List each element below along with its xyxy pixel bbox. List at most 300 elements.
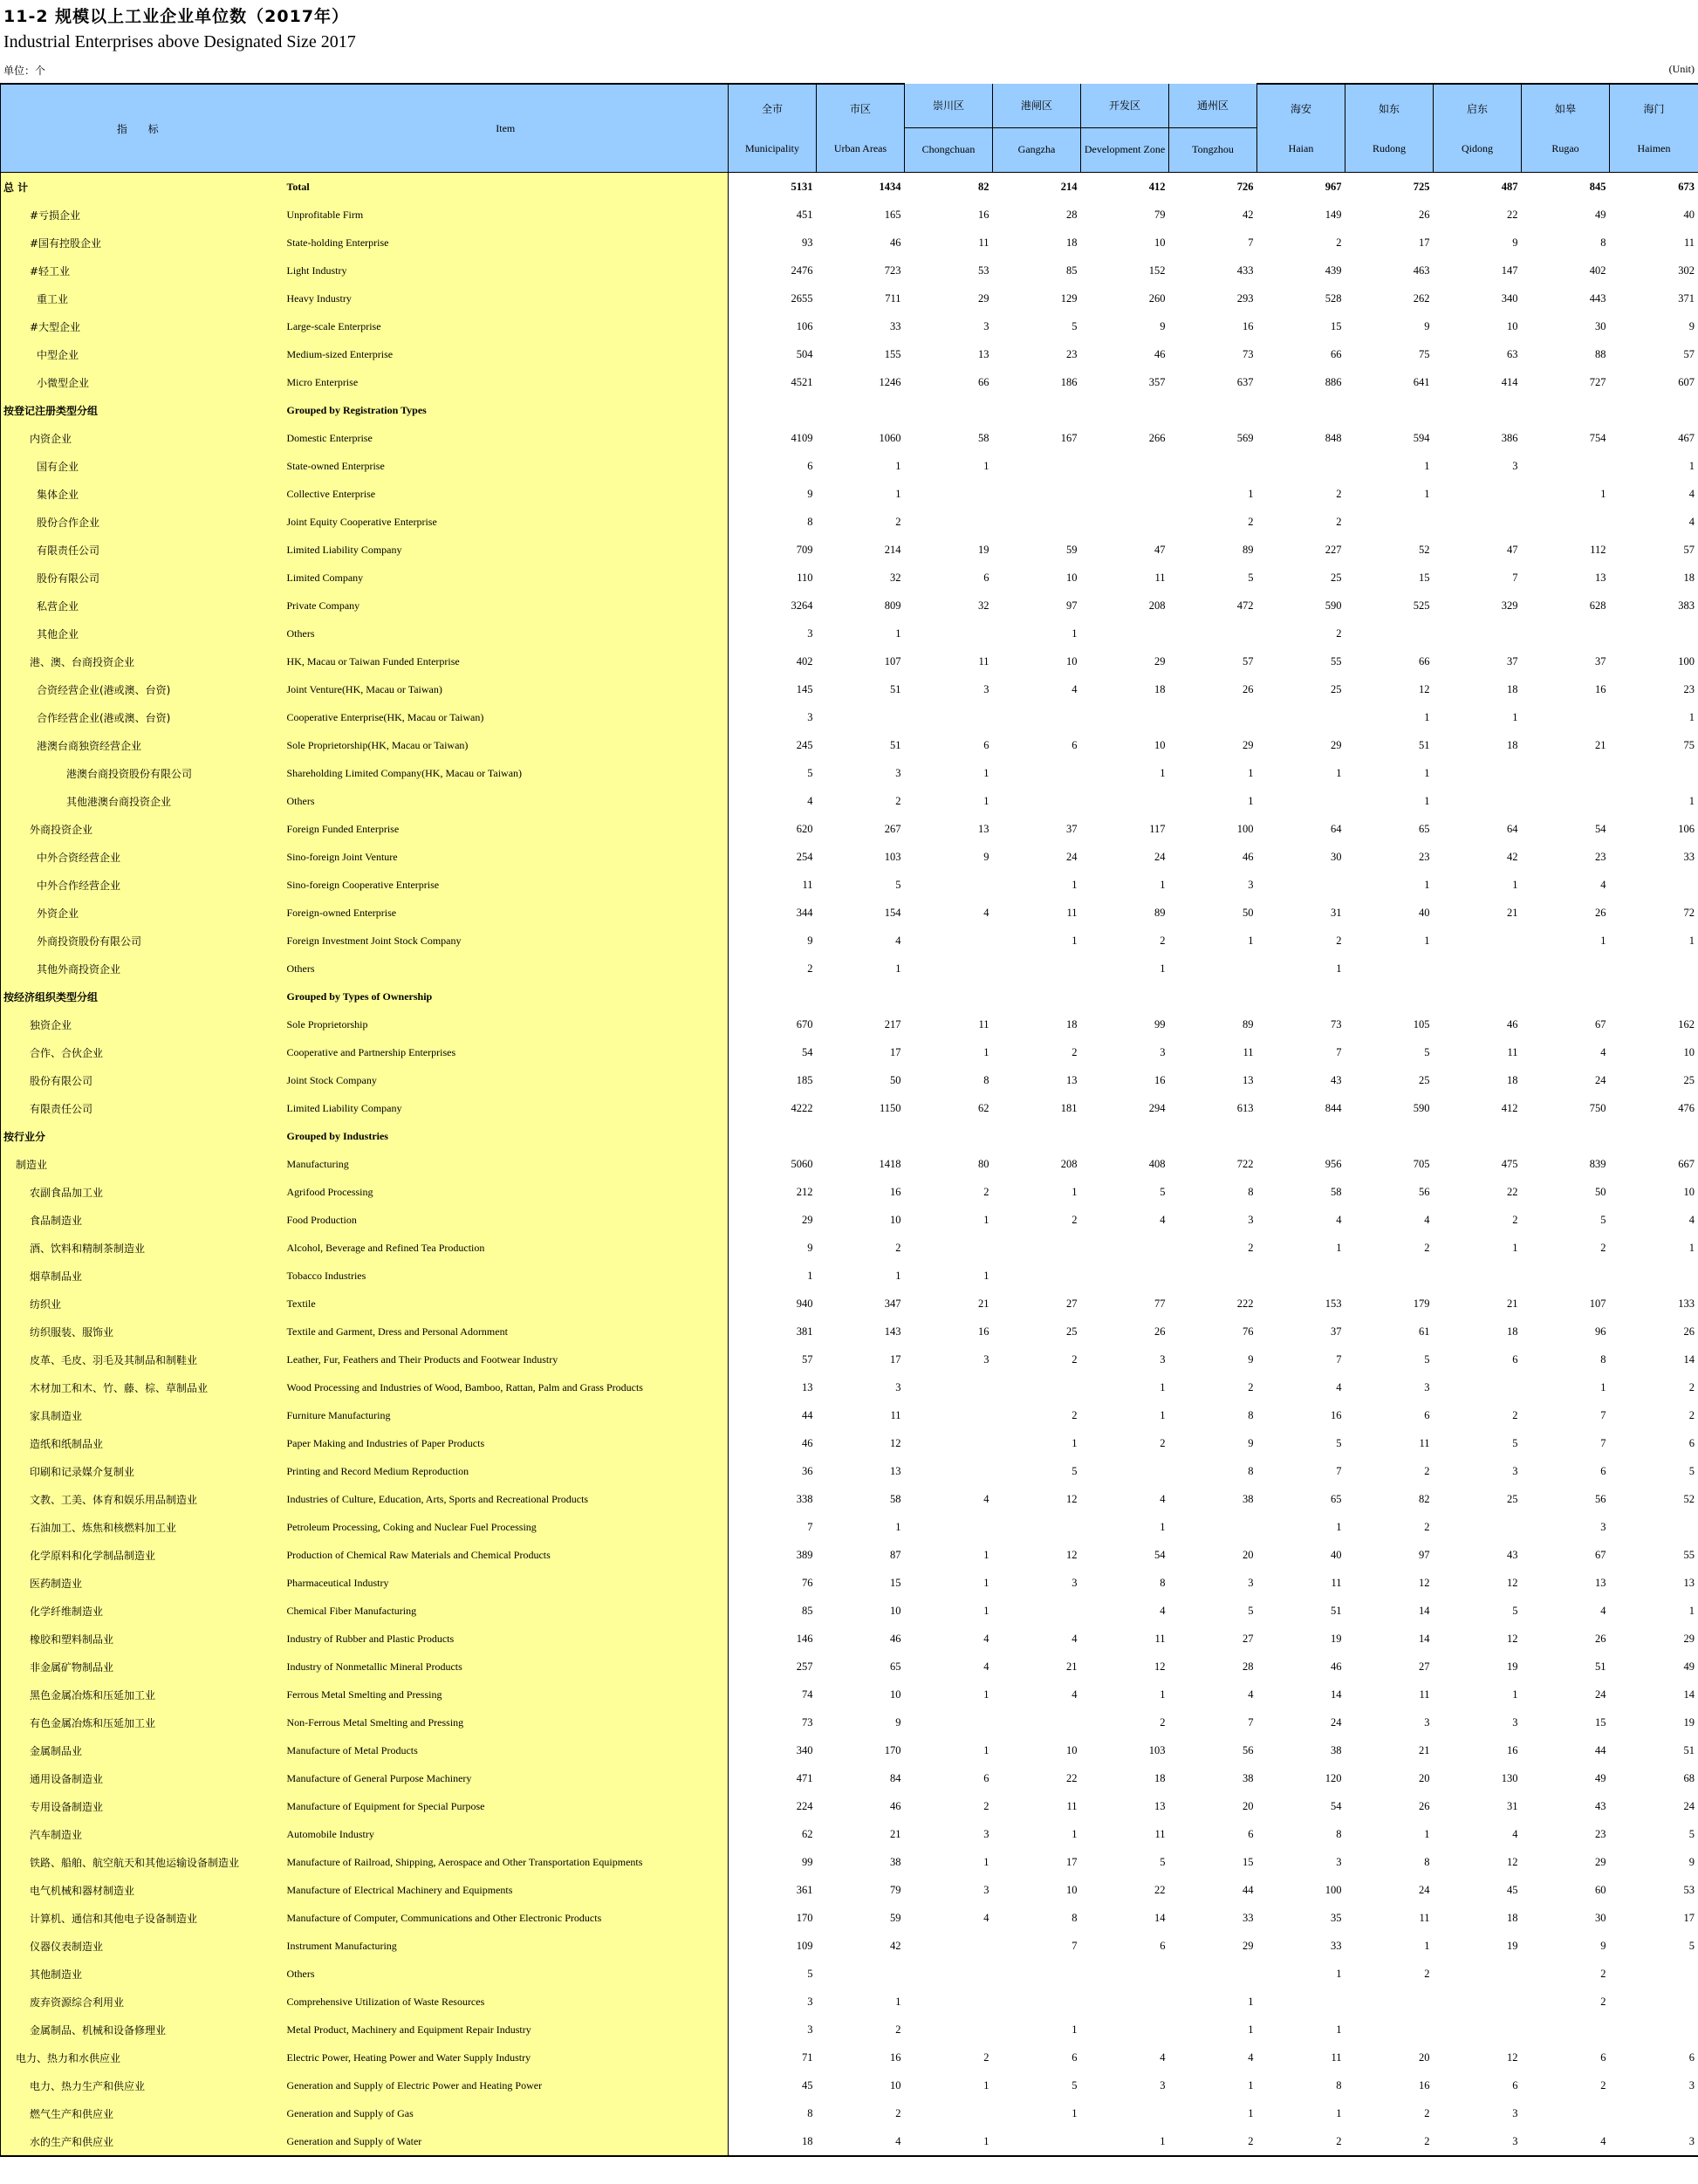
row-value: 1 — [1072, 1436, 1078, 1449]
row-value: 16 — [978, 208, 989, 221]
row-value — [729, 396, 817, 424]
row-value — [1257, 1262, 1345, 1290]
row-value: 1 — [1072, 1185, 1078, 1198]
row-value: 1 — [1160, 1408, 1166, 1421]
row-value: 357 — [1148, 375, 1166, 388]
row-value: 1 — [895, 459, 901, 472]
row-value: 412 — [1501, 1101, 1518, 1114]
row-value: 54 — [1331, 1799, 1342, 1812]
row-indicator-cn: 专用设备制造业 — [1, 1792, 284, 1820]
row-value: 6 — [1600, 1464, 1606, 1477]
row-value: 51 — [890, 682, 901, 695]
row-value: 3 — [895, 766, 901, 779]
row-value — [905, 2099, 993, 2127]
row-value: 11 — [1066, 1799, 1078, 1812]
row-value: 55 — [1331, 654, 1342, 668]
row-value: 11 — [1419, 1436, 1430, 1449]
row-value — [1522, 787, 1610, 815]
row-value — [1345, 1988, 1434, 2016]
row-value: 47 — [1507, 543, 1518, 556]
table-row — [1, 1848, 1698, 1876]
row-value: 25 — [1610, 1066, 1698, 1094]
row-value: 222 — [1236, 1297, 1254, 1310]
row-value: 9 — [1610, 312, 1698, 340]
table-row — [1, 1792, 1698, 1820]
row-value — [1345, 955, 1434, 982]
row-value — [729, 1122, 817, 1150]
row-value: 73 — [1243, 347, 1254, 360]
row-value: 212 — [796, 1185, 813, 1198]
row-item-en: HK, Macau or Taiwan Funded Enterprise — [284, 647, 729, 675]
row-value: 208 — [1148, 599, 1166, 612]
row-value — [1610, 1960, 1698, 1988]
header-municipality: 全市 Municipality — [729, 84, 817, 173]
row-value: 9 — [807, 1241, 813, 1254]
row-indicator-cn: 有限责任公司 — [1, 536, 284, 564]
row-value: 1 — [983, 459, 989, 472]
row-value: 18 — [1066, 236, 1078, 249]
row-value: 11 — [1331, 2050, 1342, 2064]
table-row — [1, 1541, 1698, 1569]
row-value: 79 — [1154, 208, 1166, 221]
row-value: 1 — [1336, 766, 1342, 779]
row-value: 1 — [1336, 962, 1342, 975]
row-value: 569 — [1236, 431, 1254, 444]
row-value: 120 — [1325, 1771, 1342, 1784]
row-value: 50 — [1243, 906, 1254, 919]
row-indicator-cn: 股份有限公司 — [1, 1066, 284, 1094]
table-row — [1, 452, 1698, 480]
row-item-en: Production of Chemical Raw Materials and Chemical Products — [284, 1541, 729, 1569]
row-value: 1418 — [879, 1157, 901, 1170]
row-value — [1081, 787, 1169, 815]
row-value: 340 — [796, 1743, 813, 1756]
row-value: 8 — [1424, 1855, 1430, 1868]
table-row — [1, 1206, 1698, 1234]
row-value — [1081, 1988, 1169, 2016]
row-value: 4 — [1610, 480, 1698, 508]
row-value: 3 — [1072, 1576, 1078, 1589]
row-value: 5 — [1072, 2078, 1078, 2092]
row-indicator-cn: 化学纤维制造业 — [1, 1597, 284, 1625]
row-value: 27 — [1243, 1632, 1254, 1645]
table-row — [1, 1736, 1698, 1764]
table-row — [1, 955, 1698, 982]
table-row — [1, 1597, 1698, 1625]
row-indicator-cn: 纺织服装、服饰业 — [1, 1318, 284, 1345]
row-indicator-cn: 非金属矿物制品业 — [1, 1653, 284, 1681]
row-item-en: Grouped by Registration Types — [284, 396, 729, 424]
row-value: 27 — [1419, 1660, 1430, 1673]
header-tongzhou-cn: 通州区 — [1169, 84, 1257, 127]
row-item-en: Joint Stock Company — [284, 1066, 729, 1094]
row-value — [1081, 1234, 1169, 1262]
table-row — [1, 173, 1698, 202]
row-value: 110 — [797, 571, 813, 584]
row-value: 149 — [1325, 208, 1342, 221]
row-value: 6 — [1512, 1352, 1518, 1366]
row-value: 2 — [1512, 1408, 1518, 1421]
row-indicator-cn: 造纸和纸制品业 — [1, 1429, 284, 1457]
row-value: 46 — [1154, 347, 1166, 360]
row-item-en: Textile and Garment, Dress and Personal Adornment — [284, 1318, 729, 1345]
row-value — [1522, 1262, 1610, 1290]
row-value: 2 — [1257, 2127, 1345, 2156]
row-item-en: Ferrous Metal Smelting and Pressing — [284, 1681, 729, 1708]
row-value: 29 — [1243, 1939, 1254, 1952]
row-value: 3 — [1512, 2106, 1518, 2119]
row-item-en: Pharmaceutical Industry — [284, 1569, 729, 1597]
row-item-en: Medium-sized Enterprise — [284, 340, 729, 368]
row-value: 13 — [1595, 1576, 1606, 1589]
row-value: 3 — [1512, 1715, 1518, 1729]
row-value: 844 — [1325, 1101, 1342, 1114]
row-value: 18 — [1507, 1325, 1518, 1338]
row-value — [1081, 1122, 1169, 1150]
row-value — [1522, 452, 1610, 480]
row-value — [1610, 1262, 1698, 1290]
row-value — [1434, 2016, 1522, 2044]
row-value: 613 — [1236, 1101, 1254, 1114]
row-value: 4 — [1160, 1604, 1166, 1617]
row-indicator-cn: 中外合资经营企业 — [1, 843, 284, 871]
row-value: 130 — [1501, 1771, 1518, 1784]
table-row — [1, 368, 1698, 396]
row-value: 711 — [885, 291, 901, 305]
row-value: 145 — [796, 682, 813, 695]
row-value: 62 — [802, 1827, 813, 1840]
row-value: 16 — [1331, 1408, 1342, 1421]
row-value — [817, 703, 905, 731]
row-value: 14 — [1331, 1688, 1342, 1701]
row-value: 1 — [1424, 934, 1430, 947]
row-value — [905, 620, 993, 647]
row-value: 10 — [1066, 1743, 1078, 1756]
row-value: 1 — [983, 794, 989, 807]
row-item-en: Instrument Manufacturing — [284, 1932, 729, 1960]
row-value: 186 — [1060, 375, 1078, 388]
row-value: 402 — [1589, 264, 1606, 277]
row-value: 1150 — [879, 1101, 901, 1114]
row-value: 93 — [802, 236, 813, 249]
row-value: 4 — [1072, 1632, 1078, 1645]
row-item-en: Joint Venture(HK, Macau or Taiwan) — [284, 675, 729, 703]
row-value: 13 — [1243, 1073, 1254, 1086]
row-value: 4 — [983, 1911, 989, 1924]
table-row — [1, 1429, 1698, 1457]
row-value: 105 — [1413, 1017, 1430, 1030]
row-value: 1 — [1424, 487, 1430, 500]
row-value: 9 — [1248, 1352, 1254, 1366]
row-value: 4 — [1336, 1213, 1342, 1226]
row-value: 1 — [1336, 2023, 1342, 2036]
table-row — [1, 2044, 1698, 2071]
table-row — [1, 759, 1698, 787]
row-indicator-cn: 港澳台商投资股份有限公司 — [1, 759, 284, 787]
row-value: 20 — [1243, 1799, 1254, 1812]
row-value — [905, 396, 993, 424]
row-value: 9 — [1248, 1436, 1254, 1449]
row-value: 1 — [1424, 459, 1430, 472]
row-value — [1257, 982, 1345, 1010]
row-value: 1 — [1512, 1241, 1518, 1254]
row-item-en: Wood Processing and Industries of Wood, Bamboo, Rattan, Palm and Grass Products — [284, 1373, 729, 1401]
row-value: 45 — [1507, 1883, 1518, 1896]
row-value: 21 — [1066, 1660, 1078, 1673]
row-item-en: Agrifood Processing — [284, 1178, 729, 1206]
header-haian: 海安 Haian — [1257, 84, 1345, 173]
row-item-en: Sole Proprietorship — [284, 1010, 729, 1038]
row-value — [1081, 2016, 1169, 2044]
row-value: 20 — [1243, 1548, 1254, 1561]
row-value: 620 — [796, 822, 813, 835]
row-value: 62 — [978, 1101, 989, 1114]
row-value: 4 — [1600, 878, 1606, 891]
row-item-en: Printing and Record Medium Reproduction — [284, 1457, 729, 1485]
row-value: 5 — [1072, 1464, 1078, 1477]
row-value: 9 — [895, 1715, 901, 1729]
row-value: 3 — [983, 1352, 989, 1366]
row-value: 12 — [1154, 1660, 1166, 1673]
row-value — [1345, 508, 1434, 536]
row-item-en: Manufacturing — [284, 1150, 729, 1178]
row-value — [1522, 2016, 1610, 2044]
row-value — [1434, 927, 1522, 955]
row-value: 10 — [1066, 654, 1078, 668]
row-value: 15 — [1331, 319, 1342, 332]
row-value — [905, 1429, 993, 1457]
row-value: 7 — [807, 1520, 813, 1533]
row-value: 46 — [890, 1632, 901, 1645]
row-value: 16 — [1243, 319, 1254, 332]
row-value: 181 — [1060, 1101, 1078, 1114]
row-value: 11 — [1610, 229, 1698, 257]
row-value: 3264 — [791, 599, 813, 612]
row-value: 1434 — [879, 180, 901, 193]
row-value: 3 — [1512, 1464, 1518, 1477]
row-value: 1 — [1512, 878, 1518, 891]
row-item-en: Chemical Fiber Manufacturing — [284, 1597, 729, 1625]
row-value — [1434, 396, 1522, 424]
table-row — [1, 592, 1698, 620]
row-value: 26 — [1419, 208, 1430, 221]
row-item-en: Others — [284, 1960, 729, 1988]
row-value — [905, 2016, 993, 2044]
row-item-en: Textile — [284, 1290, 729, 1318]
row-value — [1434, 982, 1522, 1010]
row-indicator-cn: 独资企业 — [1, 1010, 284, 1038]
row-value: 25 — [1331, 682, 1342, 695]
row-value: 12 — [1507, 1576, 1518, 1589]
row-value: 705 — [1413, 1157, 1430, 1170]
row-value: 17 — [1066, 1855, 1078, 1868]
row-indicator-cn: 电力、热力和水供应业 — [1, 2044, 284, 2071]
row-indicator-cn: 国有企业 — [1, 452, 284, 480]
row-item-en: Limited Company — [284, 564, 729, 592]
row-value: 22 — [1507, 208, 1518, 221]
row-value: 155 — [884, 347, 901, 360]
row-value: 504 — [796, 347, 813, 360]
row-value — [729, 982, 817, 1010]
row-value: 433 — [1236, 264, 1254, 277]
table-row — [1, 480, 1698, 508]
row-value: 2 — [1248, 1241, 1254, 1254]
row-value — [1610, 2016, 1698, 2044]
row-value: 2 — [1424, 2106, 1430, 2119]
row-value: 2 — [1336, 626, 1342, 640]
row-value: 30 — [1595, 319, 1606, 332]
table-row — [1, 536, 1698, 564]
row-value: 165 — [884, 208, 901, 221]
row-item-en: Heavy Industry — [284, 284, 729, 312]
row-value: 245 — [796, 738, 813, 751]
row-value — [1345, 982, 1434, 1010]
row-value: 9 — [1424, 319, 1430, 332]
table-row — [1, 871, 1698, 899]
row-value: 641 — [1413, 375, 1430, 388]
row-value: 1 — [983, 1855, 989, 1868]
row-value: 10 — [1154, 236, 1166, 249]
row-value — [1081, 1457, 1169, 1485]
row-value: 3 — [1424, 1380, 1430, 1393]
table-row — [1, 1178, 1698, 1206]
row-value: 3 — [1600, 1520, 1606, 1533]
row-value: 11 — [1154, 1632, 1166, 1645]
row-value: 3 — [983, 1883, 989, 1896]
row-value: 17 — [1610, 1904, 1698, 1932]
row-value — [993, 703, 1081, 731]
row-value: 18 — [1507, 682, 1518, 695]
row-value: 11 — [978, 654, 989, 668]
row-value: 2 — [1072, 1045, 1078, 1058]
row-value — [993, 508, 1081, 536]
row-value — [1081, 480, 1169, 508]
row-value: 15 — [1243, 1855, 1254, 1868]
row-value: 57 — [1243, 654, 1254, 668]
statistics-table — [0, 83, 1698, 2157]
table-row — [1, 1820, 1698, 1848]
row-value: 19 — [1507, 1939, 1518, 1952]
row-item-en: Manufacture of Railroad, Shipping, Aerospace and Other Transportation Equipments — [284, 1848, 729, 1876]
row-value: 11 — [978, 236, 989, 249]
row-value: 54 — [1595, 822, 1606, 835]
row-value — [1169, 620, 1257, 647]
row-value: 1 — [1424, 1939, 1430, 1952]
row-item-en: Total — [284, 173, 729, 202]
row-value: 4109 — [791, 431, 813, 444]
row-value: 59 — [1066, 543, 1078, 556]
row-value: 266 — [1148, 431, 1166, 444]
table-row — [1, 1290, 1698, 1318]
row-indicator-cn: 中型企业 — [1, 340, 284, 368]
row-value — [1522, 759, 1610, 787]
row-value: 2 — [1610, 1401, 1698, 1429]
row-value: 10 — [1610, 1178, 1698, 1206]
row-value: 38 — [1331, 1743, 1342, 1756]
row-value: 525 — [1413, 599, 1430, 612]
row-value: 89 — [1243, 543, 1254, 556]
row-value — [905, 508, 993, 536]
row-item-en: Paper Making and Industries of Paper Products — [284, 1429, 729, 1457]
row-value: 11 — [1507, 1045, 1518, 1058]
row-value: 52 — [1610, 1485, 1698, 1513]
row-value: 58 — [890, 1492, 901, 1505]
row-indicator-cn: #轻工业 — [1, 257, 284, 284]
row-value: 167 — [1060, 431, 1078, 444]
row-value: 262 — [1413, 291, 1430, 305]
row-value — [1610, 1988, 1698, 2016]
row-value: 51 — [1419, 738, 1430, 751]
row-value: 5060 — [791, 1157, 813, 1170]
row-value — [1610, 955, 1698, 982]
row-value: 1 — [1072, 1827, 1078, 1840]
row-value — [1081, 1960, 1169, 1988]
row-value: 16 — [1419, 2078, 1430, 2092]
row-indicator-cn: 按经济组织类型分组 — [1, 982, 284, 1010]
row-value: 9 — [983, 850, 989, 863]
row-value: 147 — [1501, 264, 1518, 277]
row-value: 14 — [1154, 1911, 1166, 1924]
table-row — [1, 284, 1698, 312]
row-value: 260 — [1148, 291, 1166, 305]
row-value: 107 — [884, 654, 901, 668]
row-value: 1 — [1160, 962, 1166, 975]
row-value: 133 — [1610, 1290, 1698, 1318]
row-value: 2 — [1345, 2127, 1434, 2156]
row-value — [1434, 1262, 1522, 1290]
row-value: 389 — [796, 1548, 813, 1561]
row-indicator-cn: 仪器仪表制造业 — [1, 1932, 284, 1960]
row-value: 21 — [1419, 1743, 1430, 1756]
row-value: 2 — [1610, 1373, 1698, 1401]
row-value: 1 — [1248, 2023, 1254, 2036]
row-value: 29 — [1331, 738, 1342, 751]
row-value: 37 — [1507, 654, 1518, 668]
row-indicator-cn: #国有控股企业 — [1, 229, 284, 257]
row-value: 28 — [1243, 1660, 1254, 1673]
row-value: 57 — [1610, 536, 1698, 564]
row-value: 38 — [890, 1855, 901, 1868]
row-value: 443 — [1589, 291, 1606, 305]
row-value: 2 — [1160, 934, 1166, 947]
row-value: 38 — [1243, 1492, 1254, 1505]
row-value: 1 — [983, 1576, 989, 1589]
row-item-en: Manufacture of Metal Products — [284, 1736, 729, 1764]
row-value: 31 — [1331, 906, 1342, 919]
row-value: 439 — [1325, 264, 1342, 277]
row-value — [1257, 703, 1345, 731]
row-value: 1 — [1336, 1241, 1342, 1254]
row-value: 673 — [1610, 173, 1698, 202]
row-value: 1 — [1512, 710, 1518, 723]
row-indicator-cn: 金属制品、机械和设备修理业 — [1, 2016, 284, 2044]
row-item-en: Metal Product, Machinery and Equipment Repair Industry — [284, 2016, 729, 2044]
row-value: 24 — [1154, 850, 1166, 863]
row-value: 809 — [884, 599, 901, 612]
header-chongchuan-cn: 崇川区 — [905, 84, 993, 127]
table-row — [1, 340, 1698, 368]
table-row — [1, 1010, 1698, 1038]
row-item-en: Domestic Enterprise — [284, 424, 729, 452]
row-indicator-cn: 烟草制品业 — [1, 1262, 284, 1290]
row-value: 5 — [1072, 319, 1078, 332]
row-value — [993, 787, 1081, 815]
row-value — [1169, 1513, 1257, 1541]
row-value: 52 — [1419, 543, 1430, 556]
row-value: 637 — [1236, 375, 1254, 388]
row-value: 87 — [890, 1548, 901, 1561]
row-value: 257 — [796, 1660, 813, 1673]
